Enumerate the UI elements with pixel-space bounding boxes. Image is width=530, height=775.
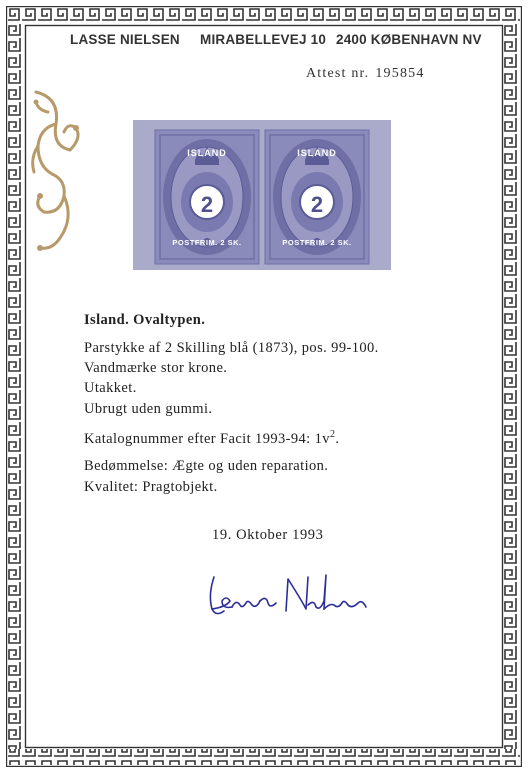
stamp-left-text [155,130,259,264]
issuer-city: 2400 KØBENHAVN NV [336,32,482,47]
stamp-right-text [265,130,369,264]
attest-label: Attest nr. [306,66,370,81]
issuer-name: LASSE NIELSEN [70,32,180,47]
floral-ornament-icon [30,88,90,258]
description-line-3: Utakket. [84,380,137,396]
catalog-prefix: Katalognummer efter Facit 1993-94: 1v [84,431,330,447]
attest-number: 195854 [375,66,425,81]
stamp-bottom-label: POSTFRIM. 2 SK. [172,238,242,247]
stamp-pair-image [133,120,391,270]
catalog-suffix: . [335,431,340,447]
description-line-1: Parstykke af 2 Skilling blå (1873), pos. 99-100. [84,340,379,356]
issuer-street: MIRABELLEVEJ 10 [200,32,327,47]
stamp-value: 2 [310,192,324,217]
assessment-line: Bedømmelse: Ægte og uden reparation. [84,458,329,474]
handwritten-signature [206,565,376,625]
quality-line: Kvalitet: Pragtobjekt. [84,479,218,495]
description-line-2: Vandmærke stor krone. [84,360,228,376]
stamp-value: 2 [200,192,214,217]
certificate-date: 19. Oktober 1993 [212,527,324,543]
catalog-superscript: 2 [329,429,336,440]
description-line-4: Ubrugt uden gummi. [84,401,213,417]
stamp-bottom-label: POSTFRIM. 2 SK. [282,238,352,247]
catalog-line [84,429,339,448]
stamp-country-label: ISLAND [187,148,227,158]
stamp-country-label: ISLAND [297,148,337,158]
attest-number-line [306,66,425,82]
certificate-title: Island. Ovaltypen. [84,312,206,328]
